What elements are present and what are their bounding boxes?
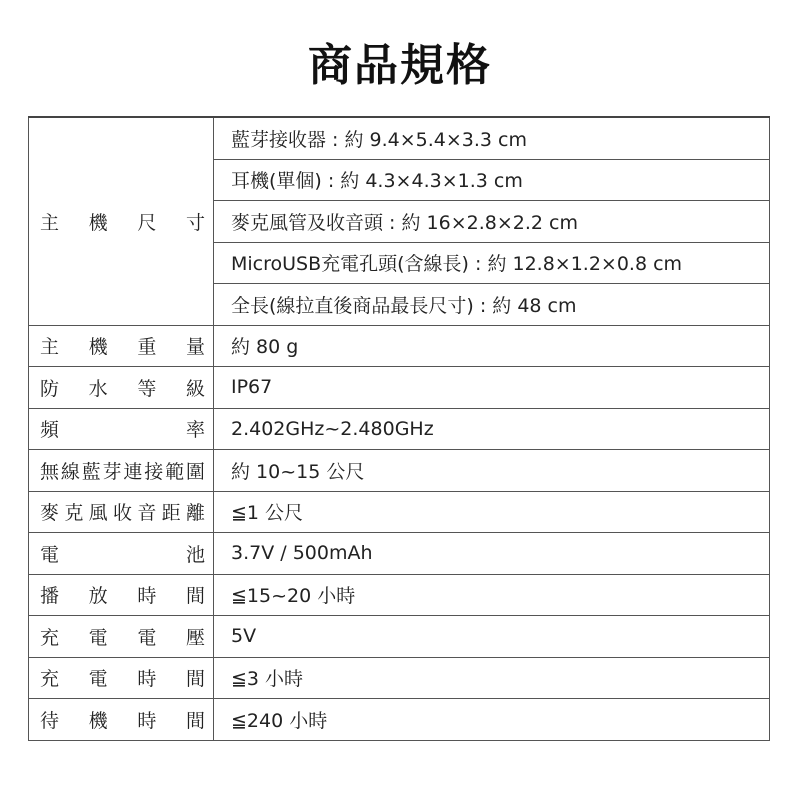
table-row (29, 367, 770, 409)
table-row (29, 699, 770, 741)
spec-label-battery: 電 池 (29, 533, 214, 575)
table-row (29, 574, 770, 616)
spec-label-size: 主 機 尺 寸 (29, 117, 214, 325)
table-row (29, 491, 770, 533)
spec-label-range: 無 線 藍 芽 連 接 範 圍 (29, 450, 214, 492)
spec-value: ≦1 公尺 (214, 491, 770, 533)
spec-label-charge-voltage: 充 電 電 壓 (29, 616, 214, 658)
spec-value: 耳機(單個) : 約 4.3×4.3×1.3 cm (214, 159, 770, 201)
table-row (29, 450, 770, 492)
spec-label-waterproof: 防 水 等 級 (29, 367, 214, 409)
table-row (29, 408, 770, 450)
table-row (29, 325, 770, 367)
spec-value: 5V (214, 616, 770, 658)
spec-label-weight: 主 機 重 量 (29, 325, 214, 367)
table-row (29, 657, 770, 699)
spec-label-charge-time: 充 電 時 間 (29, 657, 214, 699)
spec-value: 3.7V / 500mAh (214, 533, 770, 575)
spec-label-frequency: 頻 率 (29, 408, 214, 450)
page-title: 商品規格 (308, 40, 492, 91)
table-row (29, 533, 770, 575)
spec-value: 麥克風管及收音頭 : 約 16×2.8×2.2 cm (214, 201, 770, 243)
spec-value: MicroUSB充電孔頭(含線長) : 約 12.8×1.2×0.8 cm (214, 242, 770, 284)
spec-value: 約 10~15 公尺 (214, 450, 770, 492)
spec-value: 藍芽接收器 : 約 9.4×5.4×3.3 cm (214, 117, 770, 159)
spec-value: ≦15~20 小時 (214, 574, 770, 616)
spec-value: 2.402GHz~2.480GHz (214, 408, 770, 450)
spec-value: IP67 (214, 367, 770, 409)
spec-label-standby-time: 待 機 時 間 (29, 699, 214, 741)
spec-value: ≦3 小時 (214, 657, 770, 699)
spec-table (28, 116, 770, 741)
spec-label-mic-distance: 麥 克 風 收 音 距 離 (29, 491, 214, 533)
spec-value: 全長(線拉直後商品最長尺寸) : 約 48 cm (214, 284, 770, 326)
table-row (29, 616, 770, 658)
spec-value: ≦240 小時 (214, 699, 770, 741)
spec-value: 約 80 g (214, 325, 770, 367)
spec-label-play-time: 播 放 時 間 (29, 574, 214, 616)
table-row (29, 117, 770, 159)
